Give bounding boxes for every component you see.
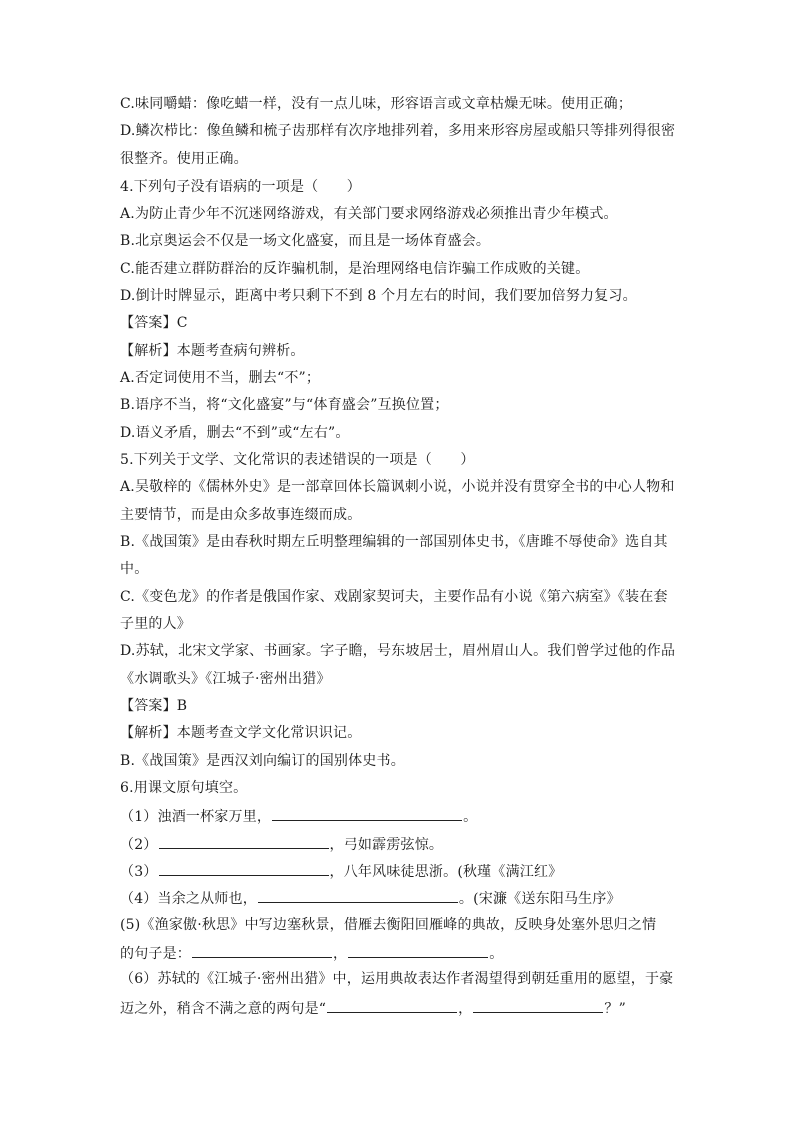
blank-field[interactable]	[192, 943, 332, 958]
text-line: D.语义矛盾，删去“不到”或“左右”。	[120, 425, 350, 441]
option-c: C.能否建立群防群治的反诈骗机制，是治理网络电信诈骗工作成败的关键。	[120, 261, 590, 277]
option-d: D.苏轼，北宋文学家、书画家。字子瞻，号东坡居士，眉州眉山人。我们曾学过他的作品	[120, 643, 676, 659]
fill-text: ，八年风味徒思浙。(秋瑾《满江红》	[329, 864, 563, 880]
blank-field[interactable]	[473, 998, 603, 1013]
fill-line-1	[120, 806, 680, 826]
text-line: C.味同嚼蜡：像吃蜡一样，没有一点儿味，形容语言或文章枯燥无味。使用正确；	[120, 96, 633, 112]
option-a: A.吴敬梓的《儒林外史》是一部章回体长篇讽刺小说，小说并没有贯穿全书的中心人物和	[120, 479, 675, 495]
blank-field[interactable]	[159, 834, 329, 849]
text-line: 很整齐。使用正确。	[120, 151, 248, 167]
fill-text: 。(宋濂《送东阳马生序》	[458, 891, 621, 907]
blank-field[interactable]	[327, 998, 457, 1013]
answer: 【答案】B	[120, 698, 188, 714]
text-line: B.《战国策》是西汉刘向编订的国别体史书。	[120, 753, 405, 769]
blank-field[interactable]	[159, 861, 329, 876]
fill-text: 。	[489, 946, 504, 962]
fill-text: （2）	[120, 837, 158, 853]
option-b: B.北京奥运会不仅是一场文化盛宴，而且是一场体育盛会。	[120, 233, 491, 249]
text-line: D.鳞次栉比：像鱼鳞和梳子齿那样有次序地排列着，多用来形容房屋或船只等排列得很密	[120, 123, 676, 139]
blank-field[interactable]	[258, 888, 458, 903]
fill-text: 迈之外，稍含不满之意的两句是“	[120, 1001, 327, 1017]
question-6: 6.用课文原句填空。	[120, 780, 248, 796]
question-5: 5.下列关于文学、文化常识的表述错误的一项是（ ）	[120, 452, 475, 468]
option-c: C.《变色龙》的作者是俄国作家、戏剧家契诃夫，主要作品有小说《第六病室》《装在套	[120, 589, 668, 605]
fill-text: ，弓如霹雳弦惊。	[329, 837, 444, 853]
option-b: B.《战国策》是由春秋时期左丘明整理编辑的一部国别体史书，《唐雎不辱使命》选自其	[120, 534, 668, 550]
text-line: B.语序不当，将“文化盛宴”与“体育盛会”互换位置；	[120, 397, 449, 413]
blank-field[interactable]	[348, 943, 488, 958]
fill-line-5	[120, 943, 680, 963]
text-line: （6）苏轼的《江城子·密州出猎》中，运用典故表达作者渴望得到朝廷重用的愿望，于豪	[120, 971, 674, 987]
text-line: (5)《渔家傲·秋思》中写边塞秋景，借雁去衡阳回雁峰的典故，反映身处塞外思归之情	[120, 917, 657, 933]
fill-line-2	[120, 834, 680, 854]
text-line: 《水调歌头》《江城子·密州出猎》	[120, 671, 331, 687]
option-a: A.为防止青少年不沉迷网络游戏，有关部门要求网络游戏必须推出青少年模式。	[120, 206, 618, 222]
fill-line-4	[120, 888, 680, 908]
fill-line-3	[120, 861, 680, 881]
fill-text: ，	[333, 946, 348, 962]
fill-text: （4）当余之从师也，	[120, 891, 257, 907]
text-line: 主要情节，而是由众多故事连缀而成。	[120, 507, 362, 523]
option-d: D.倒计时牌显示，距离中考只剩下不到 8 个月左右的时间，我们要加倍努力复习。	[120, 288, 637, 304]
text-line: 子里的人》	[120, 616, 191, 632]
fill-text: 。	[463, 809, 478, 825]
fill-text: 的句子是：	[120, 946, 191, 962]
fill-text: （1）浊酒一杯家万里，	[120, 809, 272, 825]
fill-text: ，	[458, 1001, 473, 1017]
analysis: 【解析】本题考查病句辨析。	[120, 343, 305, 359]
text-line: A.否定词使用不当，删去“不”；	[120, 370, 321, 386]
fill-line-6	[120, 998, 680, 1018]
blank-field[interactable]	[272, 806, 462, 821]
fill-text: ？”	[604, 1001, 626, 1017]
analysis: 【解析】本题考查文学文化常识识记。	[120, 725, 362, 741]
question-4: 4.下列句子没有语病的一项是（ ）	[120, 179, 361, 195]
text-line: 中。	[120, 561, 149, 577]
fill-text: （3）	[120, 864, 158, 880]
answer: 【答案】C	[120, 315, 188, 331]
